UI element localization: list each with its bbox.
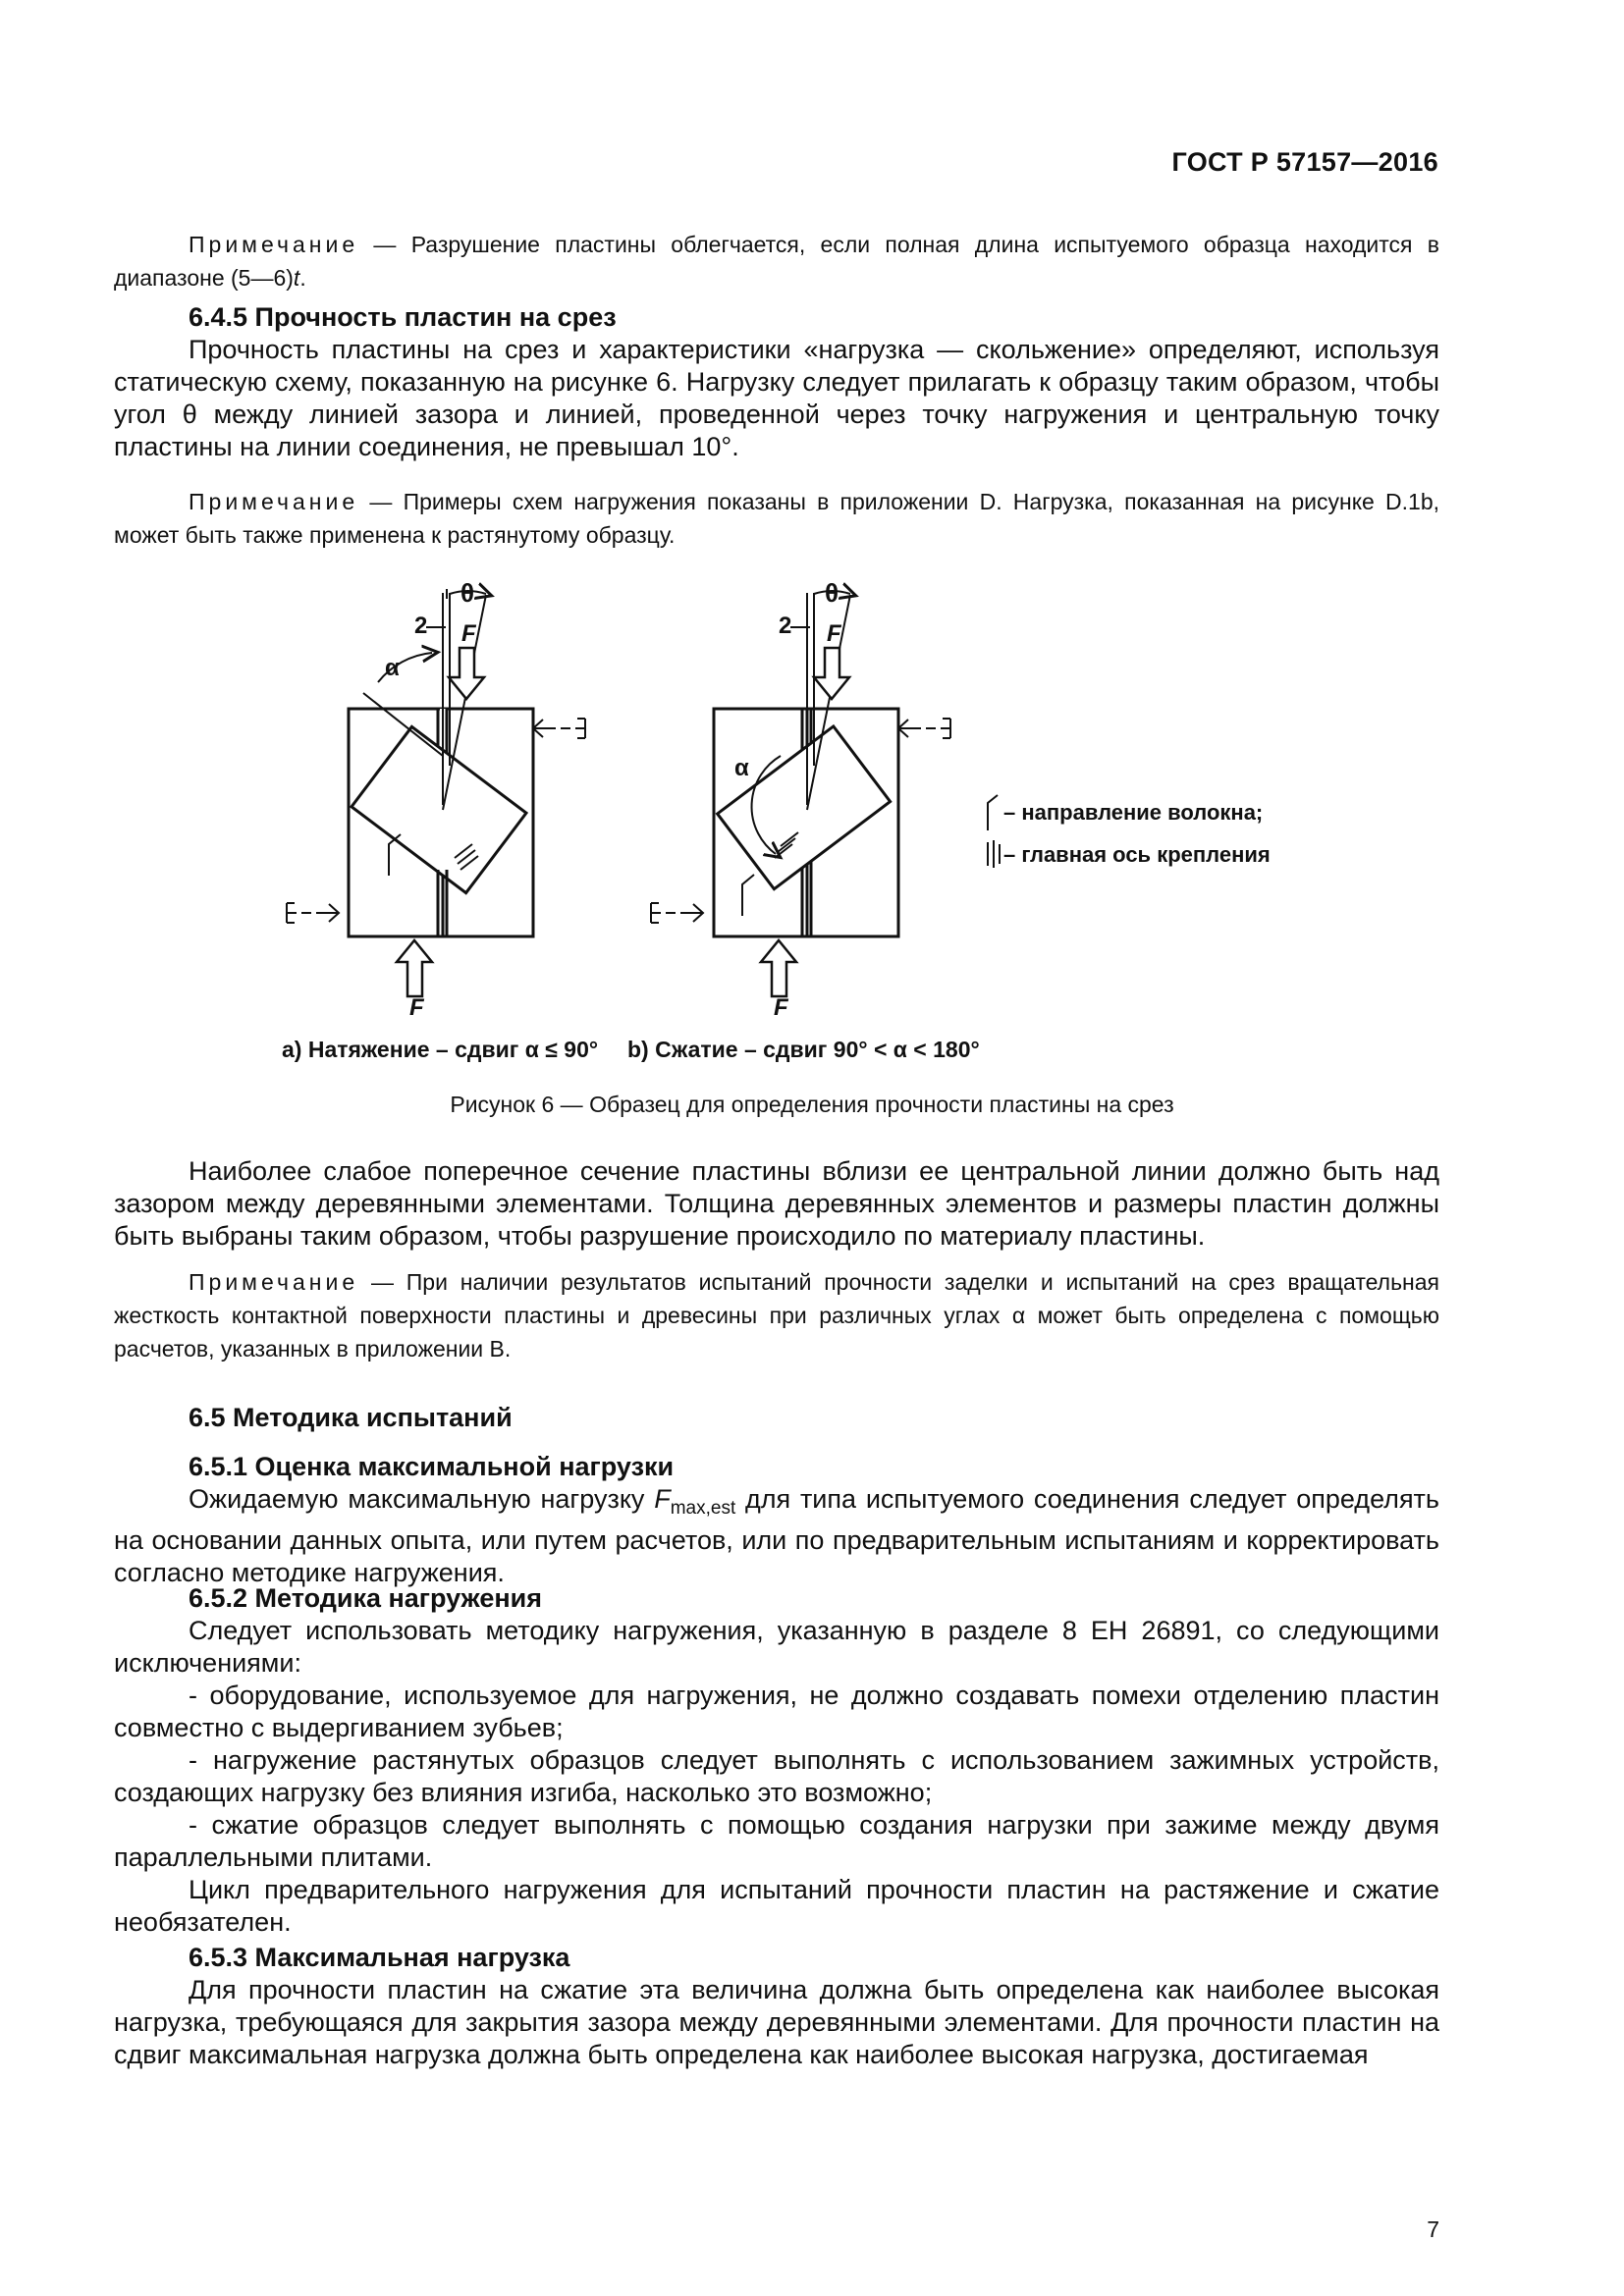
theta-label: θ bbox=[460, 578, 475, 608]
document-code: ГОСТ Р 57157—2016 bbox=[1171, 147, 1438, 177]
note-text: Разрушение пластины облегчается, если полная длина испытуемого образца находится в диапазоне (5—6) bbox=[114, 232, 1440, 291]
subcaption-b: b) Сжатие – сдвиг 90° < α < 180° bbox=[627, 1037, 980, 1062]
note-text: Примеры схем нагружения показаны в приложении D. Нагрузка, показанная на рисунке D.1b, может быть также применена к растянутому образцу. bbox=[114, 489, 1440, 548]
paragraph: Прочность пластины на срез и характеристики «нагрузка — скольжение» определяют, используя статическую схему, показанную на рисунке 6. Нагрузку следует прилагать к образцу таким образом, чтобы угол θ между линией зазора и линией, проведенной через точку нагружения и центральную точку пластины на линии соединения, не превышал 10°. bbox=[114, 335, 1439, 461]
force-label: F bbox=[827, 620, 841, 647]
legend-main-axis: – главная ось крепления bbox=[1003, 842, 1271, 867]
figure-caption: Рисунок 6 — Образец для определения прочности пластины на срез bbox=[450, 1092, 1174, 1117]
label-2: 2 bbox=[414, 613, 428, 639]
main-axis-icon bbox=[988, 840, 1000, 868]
note-2: Примечание — Примеры схем нагружения показаны в приложении D. Нагрузка, показанная на рисунке D.1b, может быть также применена к растянутому образцу. bbox=[114, 489, 1440, 548]
subcaption-a: a) Натяжение – сдвиг α ≤ 90° bbox=[282, 1037, 599, 1062]
paragraph: Следует использовать методику нагружения, указанную в разделе 8 ЕН 26891, со следующими исключениями: bbox=[114, 1616, 1439, 1678]
diagram-a-tension-shear bbox=[287, 589, 585, 996]
section-heading: 6.5.3 Максимальная нагрузка bbox=[189, 1943, 570, 1972]
section-6-4-5 bbox=[114, 301, 1439, 463]
alpha-label: α bbox=[734, 755, 749, 781]
paragraph: Наиболее слабое поперечное сечение пластины вблизи ее центральной линии должно быть над зазором между деревянными элементами. Толщина деревянных элементов и размеры пластин должны быть выбраны таким образом, чтобы разрушение происходило по материалу пластины. bbox=[114, 1156, 1439, 1251]
note-3: Примечание — При наличии результатов испытаний прочности заделки и испытаний на срез вращательная жесткость контактной поверхности пластины и древесины при различных углах α может быть определена с помощью расчетов, указанных в приложении В. bbox=[114, 1269, 1440, 1362]
paragraph: Для прочности пластин на сжатие эта величина должна быть определена как наиболее высокая нагрузка, требующаяся для закрытия зазора между деревянными элементами. Для прочности пластин на сдвиг максимальная нагрузка должна быть определена как наиболее высокая нагрузка, достигаемая bbox=[114, 1975, 1439, 2069]
force-label: F bbox=[774, 994, 788, 1021]
paragraph: Цикл предварительного нагружения для испытаний прочности пластин на растяжение и сжатие необязателен. bbox=[114, 1875, 1439, 1937]
label-2: 2 bbox=[779, 613, 792, 639]
force-label: F bbox=[461, 620, 476, 647]
section-heading: 6.5.2 Методика нагружения bbox=[189, 1583, 542, 1613]
page-number: 7 bbox=[1427, 2216, 1439, 2242]
note-label: Примечание bbox=[189, 489, 359, 514]
figure-6-diagram bbox=[255, 564, 1335, 1075]
paragraph: Ожидаемую максимальную нагрузку $F_{max,est}$ для типа испытуемого соединения следует определять на основании данных опыта, или путем расчетов, или по предварительным испытаниям и корректировать согласно методике нагружения. bbox=[114, 1484, 1439, 1587]
note-text: При наличии результатов испытаний прочности заделки и испытаний на срез вращательная жесткость контактной поверхности пластины и древесины при различных углах α может быть определена с помощью расчетов, указанных в приложении В. bbox=[114, 1269, 1440, 1362]
alpha-label: α bbox=[385, 655, 400, 681]
list-item: - оборудование, используемое для нагружения, не должно создавать помехи отделению пластин совместно с выдергиванием зубьев; bbox=[114, 1681, 1439, 1742]
section-6-5-1 bbox=[114, 1451, 1439, 1589]
legend-grain-direction: – направление волокна; bbox=[1003, 800, 1264, 825]
section-6-5 bbox=[114, 1402, 1439, 1434]
section-heading: 6.5.1 Оценка максимальной нагрузки bbox=[189, 1452, 675, 1481]
section-heading: 6.4.5 Прочность пластин на срез bbox=[189, 302, 617, 332]
note-label: Примечание bbox=[189, 1269, 359, 1295]
list-item: - нагружение растянутых образцов следует выполнять с использованием зажимных устройств, создающих нагрузку без влияния изгиба, насколько это возможно; bbox=[114, 1745, 1439, 1807]
note-label: Примечание bbox=[189, 232, 359, 257]
nail-plate bbox=[718, 726, 891, 889]
grain-direction-icon bbox=[988, 795, 998, 830]
diagram-b-compression-shear bbox=[651, 591, 950, 996]
theta-label: θ bbox=[825, 578, 839, 608]
note-1: Примечание — Разрушение пластины облегчается, если полная длина испытуемого образца находится в диапазоне (5—6)t. bbox=[114, 232, 1440, 291]
list-item: - сжатие образцов следует выполнять с помощью создания нагрузки при зажиме между двумя параллельными плитами. bbox=[114, 1810, 1439, 1872]
section-6-5-2 bbox=[114, 1582, 1439, 1939]
section-heading: 6.5 Методика испытаний bbox=[189, 1403, 513, 1432]
legend-symbols bbox=[988, 795, 1000, 868]
paragraph-weak-section bbox=[114, 1155, 1439, 1253]
force-label: F bbox=[409, 994, 424, 1021]
section-6-5-3 bbox=[114, 1942, 1439, 2071]
